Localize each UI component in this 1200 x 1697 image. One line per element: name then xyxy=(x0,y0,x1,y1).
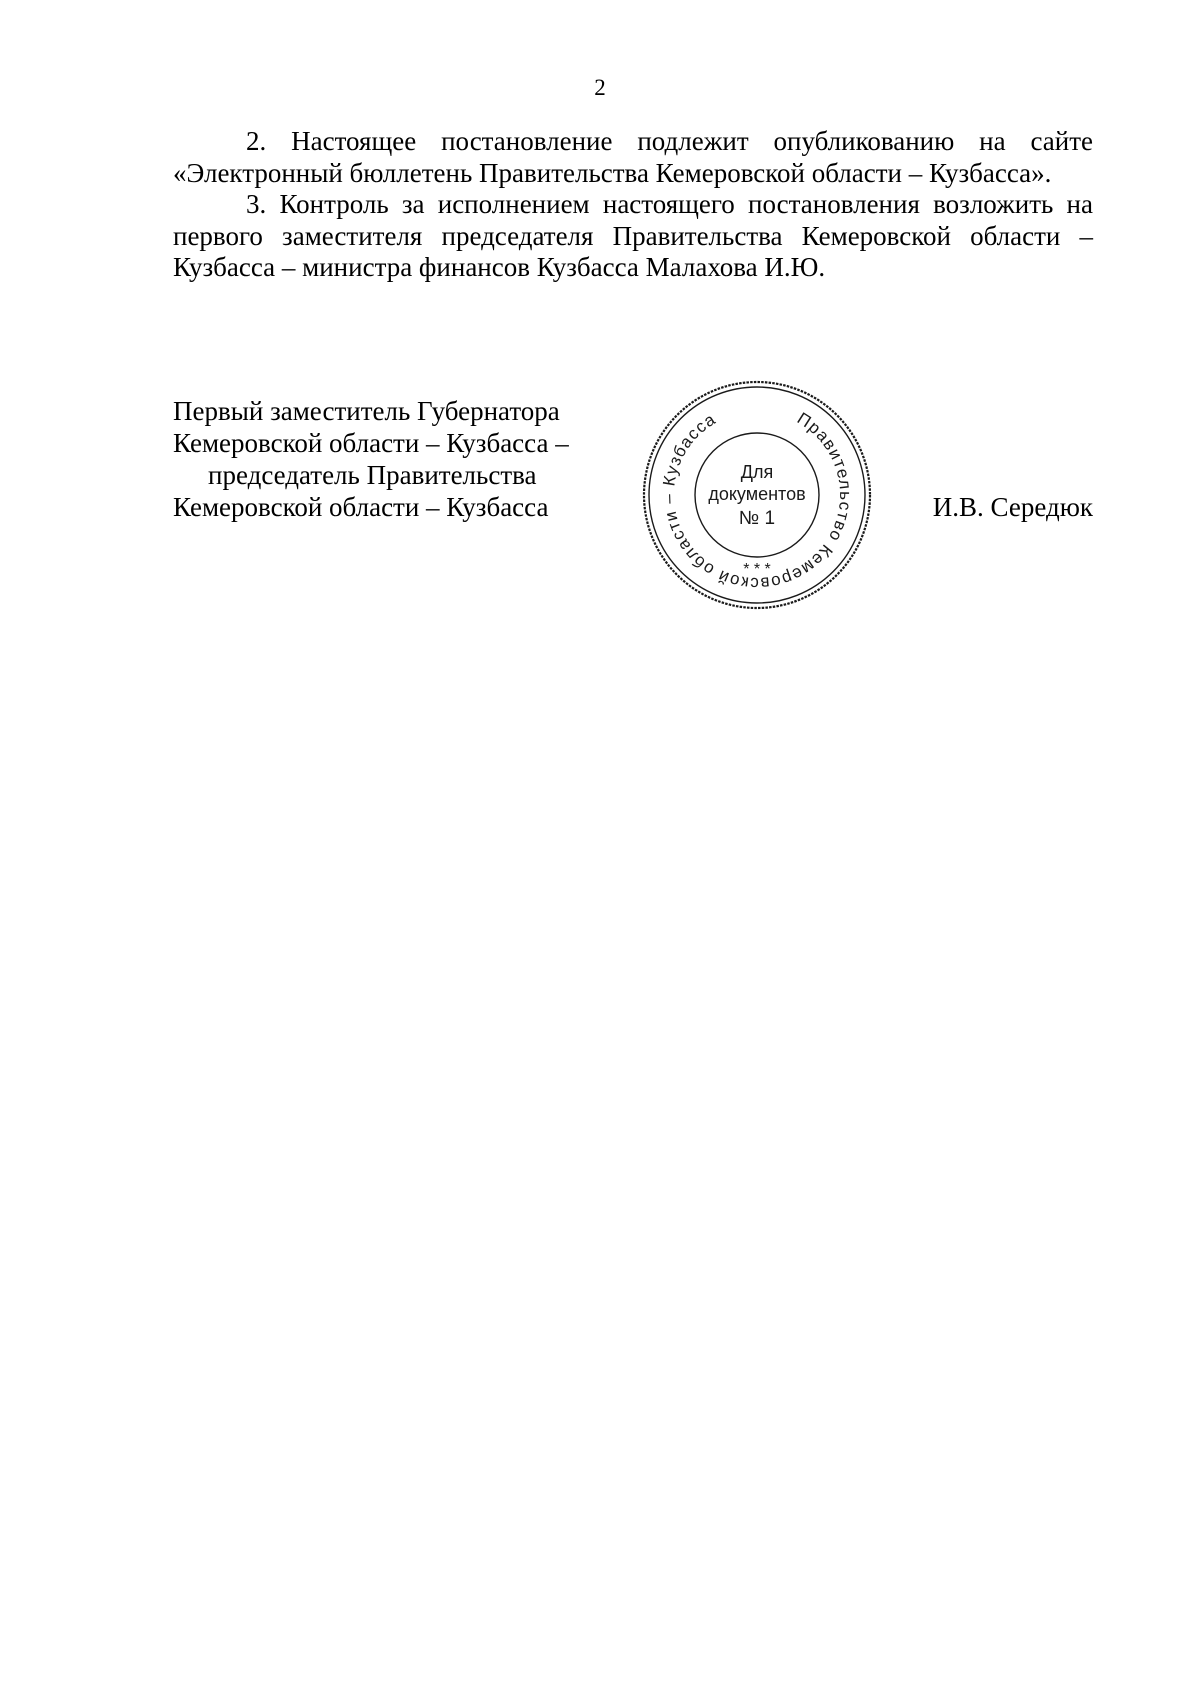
document-body xyxy=(173,126,1093,284)
paragraph-publication: 2. Настоящее постановление подлежит опубликованию на сайте «Электронный бюллетень Правительства Кемеровской области – Кузбасса». xyxy=(173,126,1093,188)
seal-ring-text: Правительство Кемеровской области – Кузбасса xyxy=(658,408,856,594)
seal-center-line: документов xyxy=(708,484,806,504)
seal-stars: * * * xyxy=(743,561,771,578)
signatory-position-line: Первый заместитель Губернатора xyxy=(173,396,560,426)
signatory-position xyxy=(173,395,613,523)
signatory-name: И.В. Середюк xyxy=(932,492,1093,522)
paragraph-control: 3. Контроль за исполнением настоящего постановления возложить на первого заместителя председателя Правительства Кемеровской области – Кузбасса – министра финансов Кузбасса Малахова И.Ю. xyxy=(173,189,1093,282)
page-number: 2 xyxy=(594,75,606,100)
signatory-position-line: Кемеровской области – Кузбасса – xyxy=(173,428,569,458)
seal-center-line: Для xyxy=(740,462,774,482)
seal-center-line: № 1 xyxy=(738,508,776,529)
signatory-position-line: председатель Правительства xyxy=(208,460,537,490)
official-seal-stamp xyxy=(640,378,874,612)
signatory-position-line: Кемеровской области – Кузбасса xyxy=(173,492,549,522)
